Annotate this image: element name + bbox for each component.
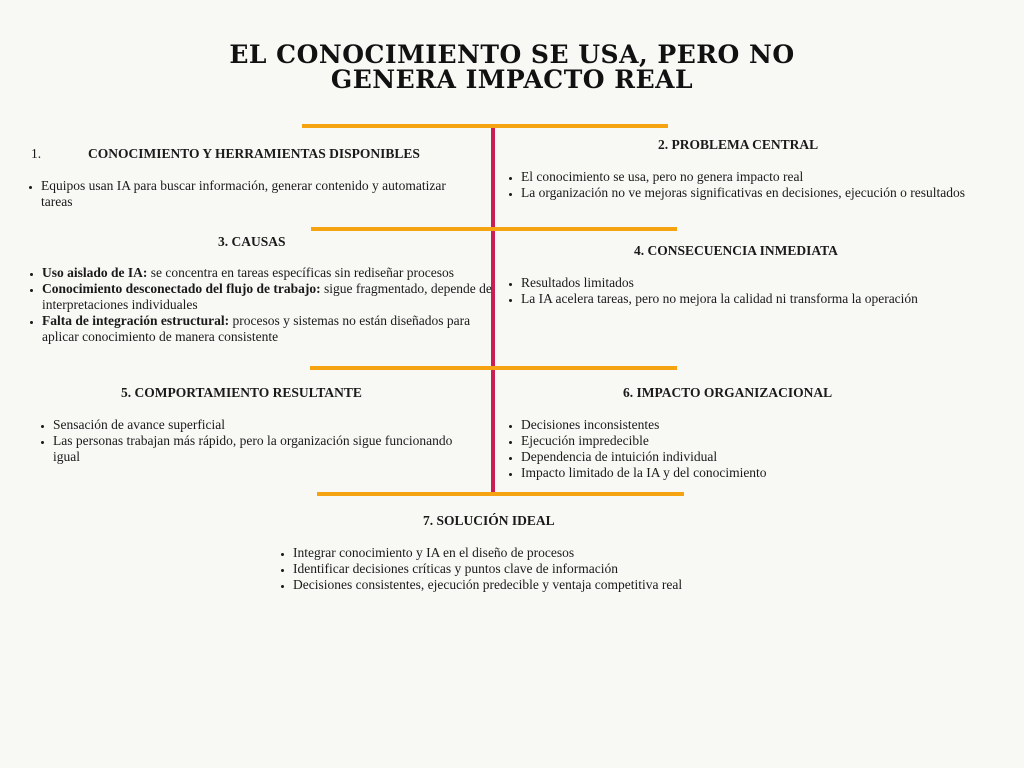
list-item: • La IA acelera tareas, pero no mejora la calidad ni transforma la operación xyxy=(521,291,1001,307)
list-item: • Resultados limitados xyxy=(521,275,1001,291)
list-item: • Las personas trabajan más rápido, pero la organización sigue funcionando igual xyxy=(53,433,453,465)
list-item: • Dependencia de intuición individual xyxy=(521,449,991,465)
list-item: • Ejecución impredecible xyxy=(521,433,991,449)
title-line-2: GENERA IMPACTO REAL xyxy=(330,65,694,94)
list-item: • Integrar conocimiento y IA en el diseño de procesos xyxy=(293,545,733,561)
list-item: • Falta de integración estructural: procesos y sistemas no están diseñados para aplicar conocimiento de manera consistente xyxy=(42,313,504,345)
page-title xyxy=(0,42,1024,92)
section-2-title: 2. PROBLEMA CENTRAL xyxy=(658,137,819,152)
list-item: • Conocimiento desconectado del flujo de trabajo: sigue fragmentado, depende de interpretaciones individuales xyxy=(42,281,504,313)
divider-line-2 xyxy=(311,227,677,231)
section-5-title: 5. COMPORTAMIENTO RESULTANTE xyxy=(121,385,362,400)
divider-line-3 xyxy=(310,366,677,370)
section-1-list xyxy=(25,178,461,210)
list-item: • Uso aislado de IA: se concentra en tareas específicas sin rediseñar procesos xyxy=(42,265,504,281)
section-2-list xyxy=(505,169,991,201)
list-item: • Decisiones inconsistentes xyxy=(521,417,991,433)
divider-line-bottom xyxy=(317,492,684,496)
divider-line-top xyxy=(302,124,668,128)
list-item: • Equipos usan IA para buscar información, generar contenido y automatizar tareas xyxy=(41,178,461,210)
section-3-list xyxy=(26,265,504,345)
section-4-list xyxy=(505,275,1001,307)
section-1-title: CONOCIMIENTO Y HERRAMIENTAS DISPONIBLES xyxy=(88,146,420,161)
list-item: • El conocimiento se usa, pero no genera impacto real xyxy=(521,169,991,185)
list-item: • Impacto limitado de la IA y del conocimiento xyxy=(521,465,991,481)
section-7-list xyxy=(277,545,733,593)
section-7-title: 7. SOLUCIÓN IDEAL xyxy=(423,513,555,528)
list-item: • Identificar decisiones críticas y puntos clave de información xyxy=(293,561,733,577)
section-5-list xyxy=(37,417,453,465)
section-3-title: 3. CAUSAS xyxy=(218,234,286,249)
section-6-title: 6. IMPACTO ORGANIZACIONAL xyxy=(623,385,833,400)
section-6-list xyxy=(505,417,991,481)
list-item: • La organización no ve mejoras significativas en decisiones, ejecución o resultados xyxy=(521,185,991,201)
title-line-1: EL CONOCIMIENTO SE USA, PERO NO xyxy=(229,40,795,69)
list-item: • Decisiones consistentes, ejecución predecible y ventaja competitiva real xyxy=(293,577,733,593)
list-item: • Sensación de avance superficial xyxy=(53,417,453,433)
section-1-number: 1. xyxy=(31,146,42,161)
section-4-title: 4. CONSECUENCIA INMEDIATA xyxy=(634,243,838,258)
